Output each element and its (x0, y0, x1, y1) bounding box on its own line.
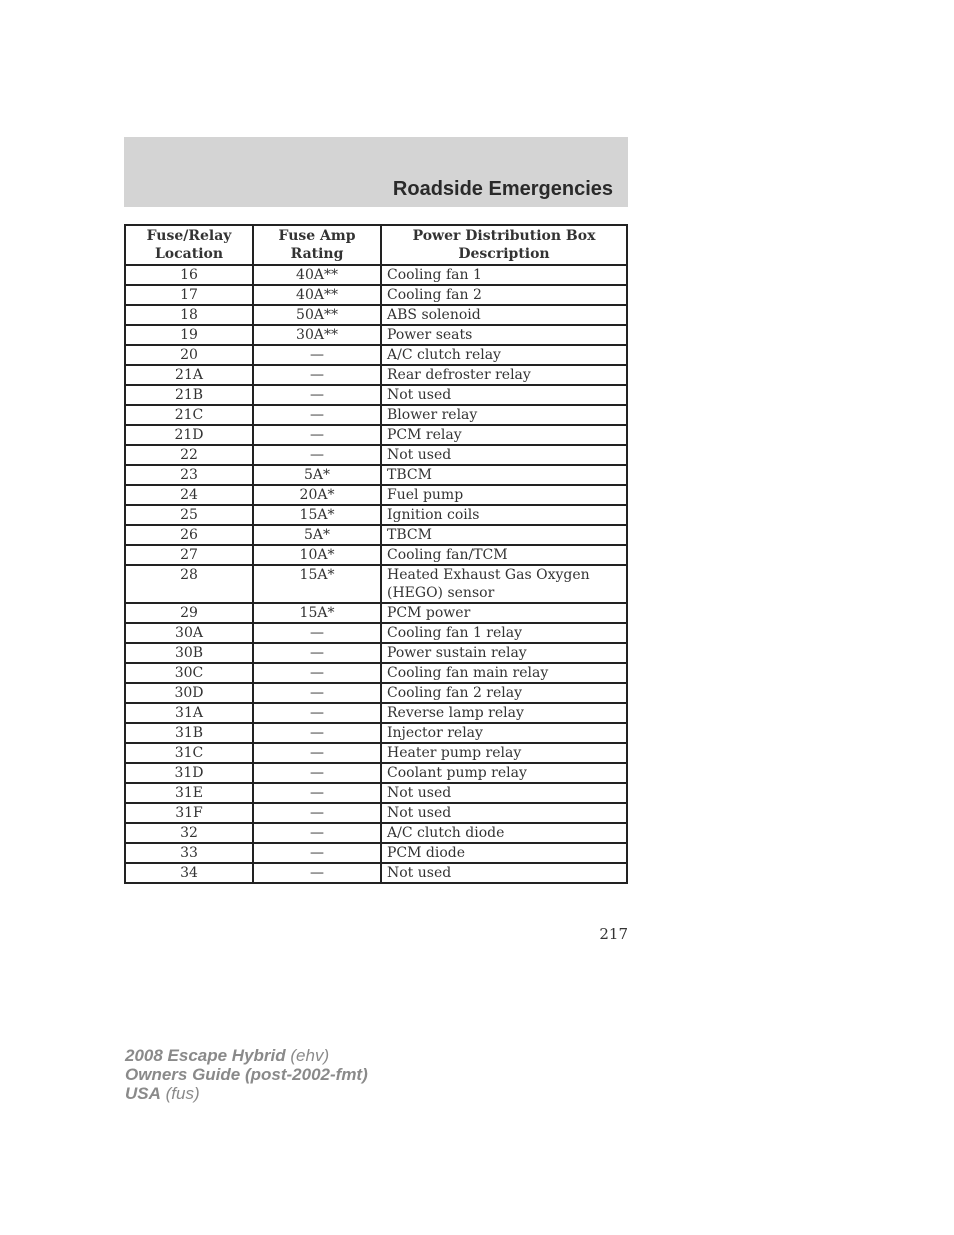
cell-description: PCM diode (381, 843, 627, 863)
cell-location: 31D (125, 763, 253, 783)
cell-amp-rating: — (253, 345, 381, 365)
page-number: 217 (599, 925, 628, 943)
cell-description: TBCM (381, 465, 627, 485)
cell-location: 31E (125, 783, 253, 803)
table-row (125, 465, 627, 485)
cell-amp-rating: — (253, 385, 381, 405)
cell-amp-rating: 40A** (253, 265, 381, 285)
cell-amp-rating: 10A* (253, 545, 381, 565)
cell-location: 21B (125, 385, 253, 405)
cell-amp-rating: 30A** (253, 325, 381, 345)
cell-amp-rating: — (253, 823, 381, 843)
section-header-band (124, 137, 628, 207)
table-row (125, 783, 627, 803)
cell-description: Reverse lamp relay (381, 703, 627, 723)
cell-description: PCM relay (381, 425, 627, 445)
cell-description: Injector relay (381, 723, 627, 743)
cell-amp-rating: 5A* (253, 525, 381, 545)
cell-amp-rating: 50A** (253, 305, 381, 325)
cell-description: Cooling fan 2 (381, 285, 627, 305)
cell-description: TBCM (381, 525, 627, 545)
table-row (125, 843, 627, 863)
table-row (125, 663, 627, 683)
cell-amp-rating: — (253, 763, 381, 783)
cell-amp-rating: — (253, 703, 381, 723)
table-row (125, 345, 627, 365)
cell-amp-rating: 15A* (253, 505, 381, 525)
table-row (125, 405, 627, 425)
cell-location: 34 (125, 863, 253, 883)
table-row (125, 425, 627, 445)
cell-location: 30D (125, 683, 253, 703)
table-row (125, 863, 627, 883)
footer-line-1 (125, 1046, 368, 1065)
cell-description: Cooling fan 2 relay (381, 683, 627, 703)
cell-amp-rating: — (253, 723, 381, 743)
cell-amp-rating: — (253, 783, 381, 803)
cell-description: Cooling fan/TCM (381, 545, 627, 565)
table-row (125, 703, 627, 723)
cell-description: Cooling fan 1 (381, 265, 627, 285)
cell-amp-rating: — (253, 803, 381, 823)
cell-description: Not used (381, 803, 627, 823)
cell-location: 28 (125, 565, 253, 603)
cell-location: 29 (125, 603, 253, 623)
column-header-amp-rating (253, 225, 381, 265)
table-row (125, 723, 627, 743)
column-header-line: Location (154, 246, 224, 262)
table-row (125, 505, 627, 525)
cell-line: Heated Exhaust Gas Oxygen (387, 567, 590, 583)
table-row (125, 823, 627, 843)
cell-amp-rating: — (253, 445, 381, 465)
cell-location: 31C (125, 743, 253, 763)
cell-location: 21A (125, 365, 253, 385)
cell-description: ABS solenoid (381, 305, 627, 325)
table-row (125, 623, 627, 643)
cell-description: Not used (381, 863, 627, 883)
cell-amp-rating: — (253, 623, 381, 643)
cell-description: Power seats (381, 325, 627, 345)
cell-description: Not used (381, 385, 627, 405)
section-title: Roadside Emergencies (392, 178, 613, 200)
cell-location: 21C (125, 405, 253, 425)
cell-description (381, 565, 627, 603)
cell-location: 18 (125, 305, 253, 325)
table-row (125, 385, 627, 405)
cell-amp-rating: — (253, 843, 381, 863)
cell-description: Fuel pump (381, 485, 627, 505)
table-header (125, 225, 627, 265)
cell-location: 31F (125, 803, 253, 823)
cell-location: 19 (125, 325, 253, 345)
column-header-description (381, 225, 627, 265)
cell-location: 24 (125, 485, 253, 505)
table-row (125, 265, 627, 285)
cell-location: 30C (125, 663, 253, 683)
column-header-line: Fuse/Relay (146, 228, 232, 244)
cell-description: Rear defroster relay (381, 365, 627, 385)
column-header-line: Rating (290, 246, 344, 262)
cell-location: 21D (125, 425, 253, 445)
cell-description: Heater pump relay (381, 743, 627, 763)
table-row (125, 683, 627, 703)
cell-location: 23 (125, 465, 253, 485)
table-row (125, 603, 627, 623)
cell-description: Not used (381, 783, 627, 803)
cell-description: Ignition coils (381, 505, 627, 525)
table-row (125, 643, 627, 663)
fuse-relay-table (124, 224, 628, 884)
footer-line-3 (125, 1084, 368, 1103)
cell-location: 33 (125, 843, 253, 863)
cell-location: 30A (125, 623, 253, 643)
table-body (125, 265, 627, 883)
footer-line-2 (125, 1065, 368, 1084)
table-row (125, 485, 627, 505)
cell-amp-rating: 15A* (253, 565, 381, 603)
cell-location: 32 (125, 823, 253, 843)
cell-location: 31A (125, 703, 253, 723)
cell-location: 22 (125, 445, 253, 465)
cell-description: Coolant pump relay (381, 763, 627, 783)
cell-description: A/C clutch relay (381, 345, 627, 365)
table-row (125, 743, 627, 763)
table-row (125, 325, 627, 345)
cell-description: Not used (381, 445, 627, 465)
cell-description: Cooling fan 1 relay (381, 623, 627, 643)
cell-description: A/C clutch diode (381, 823, 627, 843)
cell-location: 20 (125, 345, 253, 365)
cell-location: 31B (125, 723, 253, 743)
cell-location: 16 (125, 265, 253, 285)
cell-description: Blower relay (381, 405, 627, 425)
table-row (125, 763, 627, 783)
cell-amp-rating: — (253, 643, 381, 663)
table-row (125, 525, 627, 545)
cell-amp-rating: 20A* (253, 485, 381, 505)
cell-amp-rating: 5A* (253, 465, 381, 485)
cell-amp-rating: — (253, 863, 381, 883)
cell-line: (HEGO) sensor (387, 585, 495, 601)
cell-amp-rating: — (253, 365, 381, 385)
footer-model-code: (ehv) (290, 1046, 330, 1065)
cell-amp-rating: 15A* (253, 603, 381, 623)
column-header-line: Fuse Amp (278, 228, 356, 244)
footer-market-code: (fus) (165, 1084, 200, 1103)
cell-location: 26 (125, 525, 253, 545)
column-header-location (125, 225, 253, 265)
cell-amp-rating: — (253, 663, 381, 683)
cell-location: 17 (125, 285, 253, 305)
cell-location: 27 (125, 545, 253, 565)
footer-guide: Owners Guide (post-2002-fmt) (125, 1065, 368, 1084)
table-row (125, 803, 627, 823)
footer-model: 2008 Escape Hybrid (125, 1046, 286, 1065)
cell-description: Cooling fan main relay (381, 663, 627, 683)
footer-market: USA (125, 1084, 161, 1103)
cell-amp-rating: 40A** (253, 285, 381, 305)
cell-amp-rating: — (253, 683, 381, 703)
table-row (125, 285, 627, 305)
table-row (125, 445, 627, 465)
cell-description: PCM power (381, 603, 627, 623)
cell-amp-rating: — (253, 425, 381, 445)
document-footer (125, 1046, 368, 1103)
table-row (125, 565, 627, 603)
column-header-line: Description (458, 246, 550, 262)
cell-amp-rating: — (253, 405, 381, 425)
cell-location: 25 (125, 505, 253, 525)
cell-amp-rating: — (253, 743, 381, 763)
table-row (125, 305, 627, 325)
table-row (125, 365, 627, 385)
cell-description: Power sustain relay (381, 643, 627, 663)
header-row (125, 225, 627, 265)
cell-location: 30B (125, 643, 253, 663)
column-header-line: Power Distribution Box (412, 228, 596, 244)
table-row (125, 545, 627, 565)
